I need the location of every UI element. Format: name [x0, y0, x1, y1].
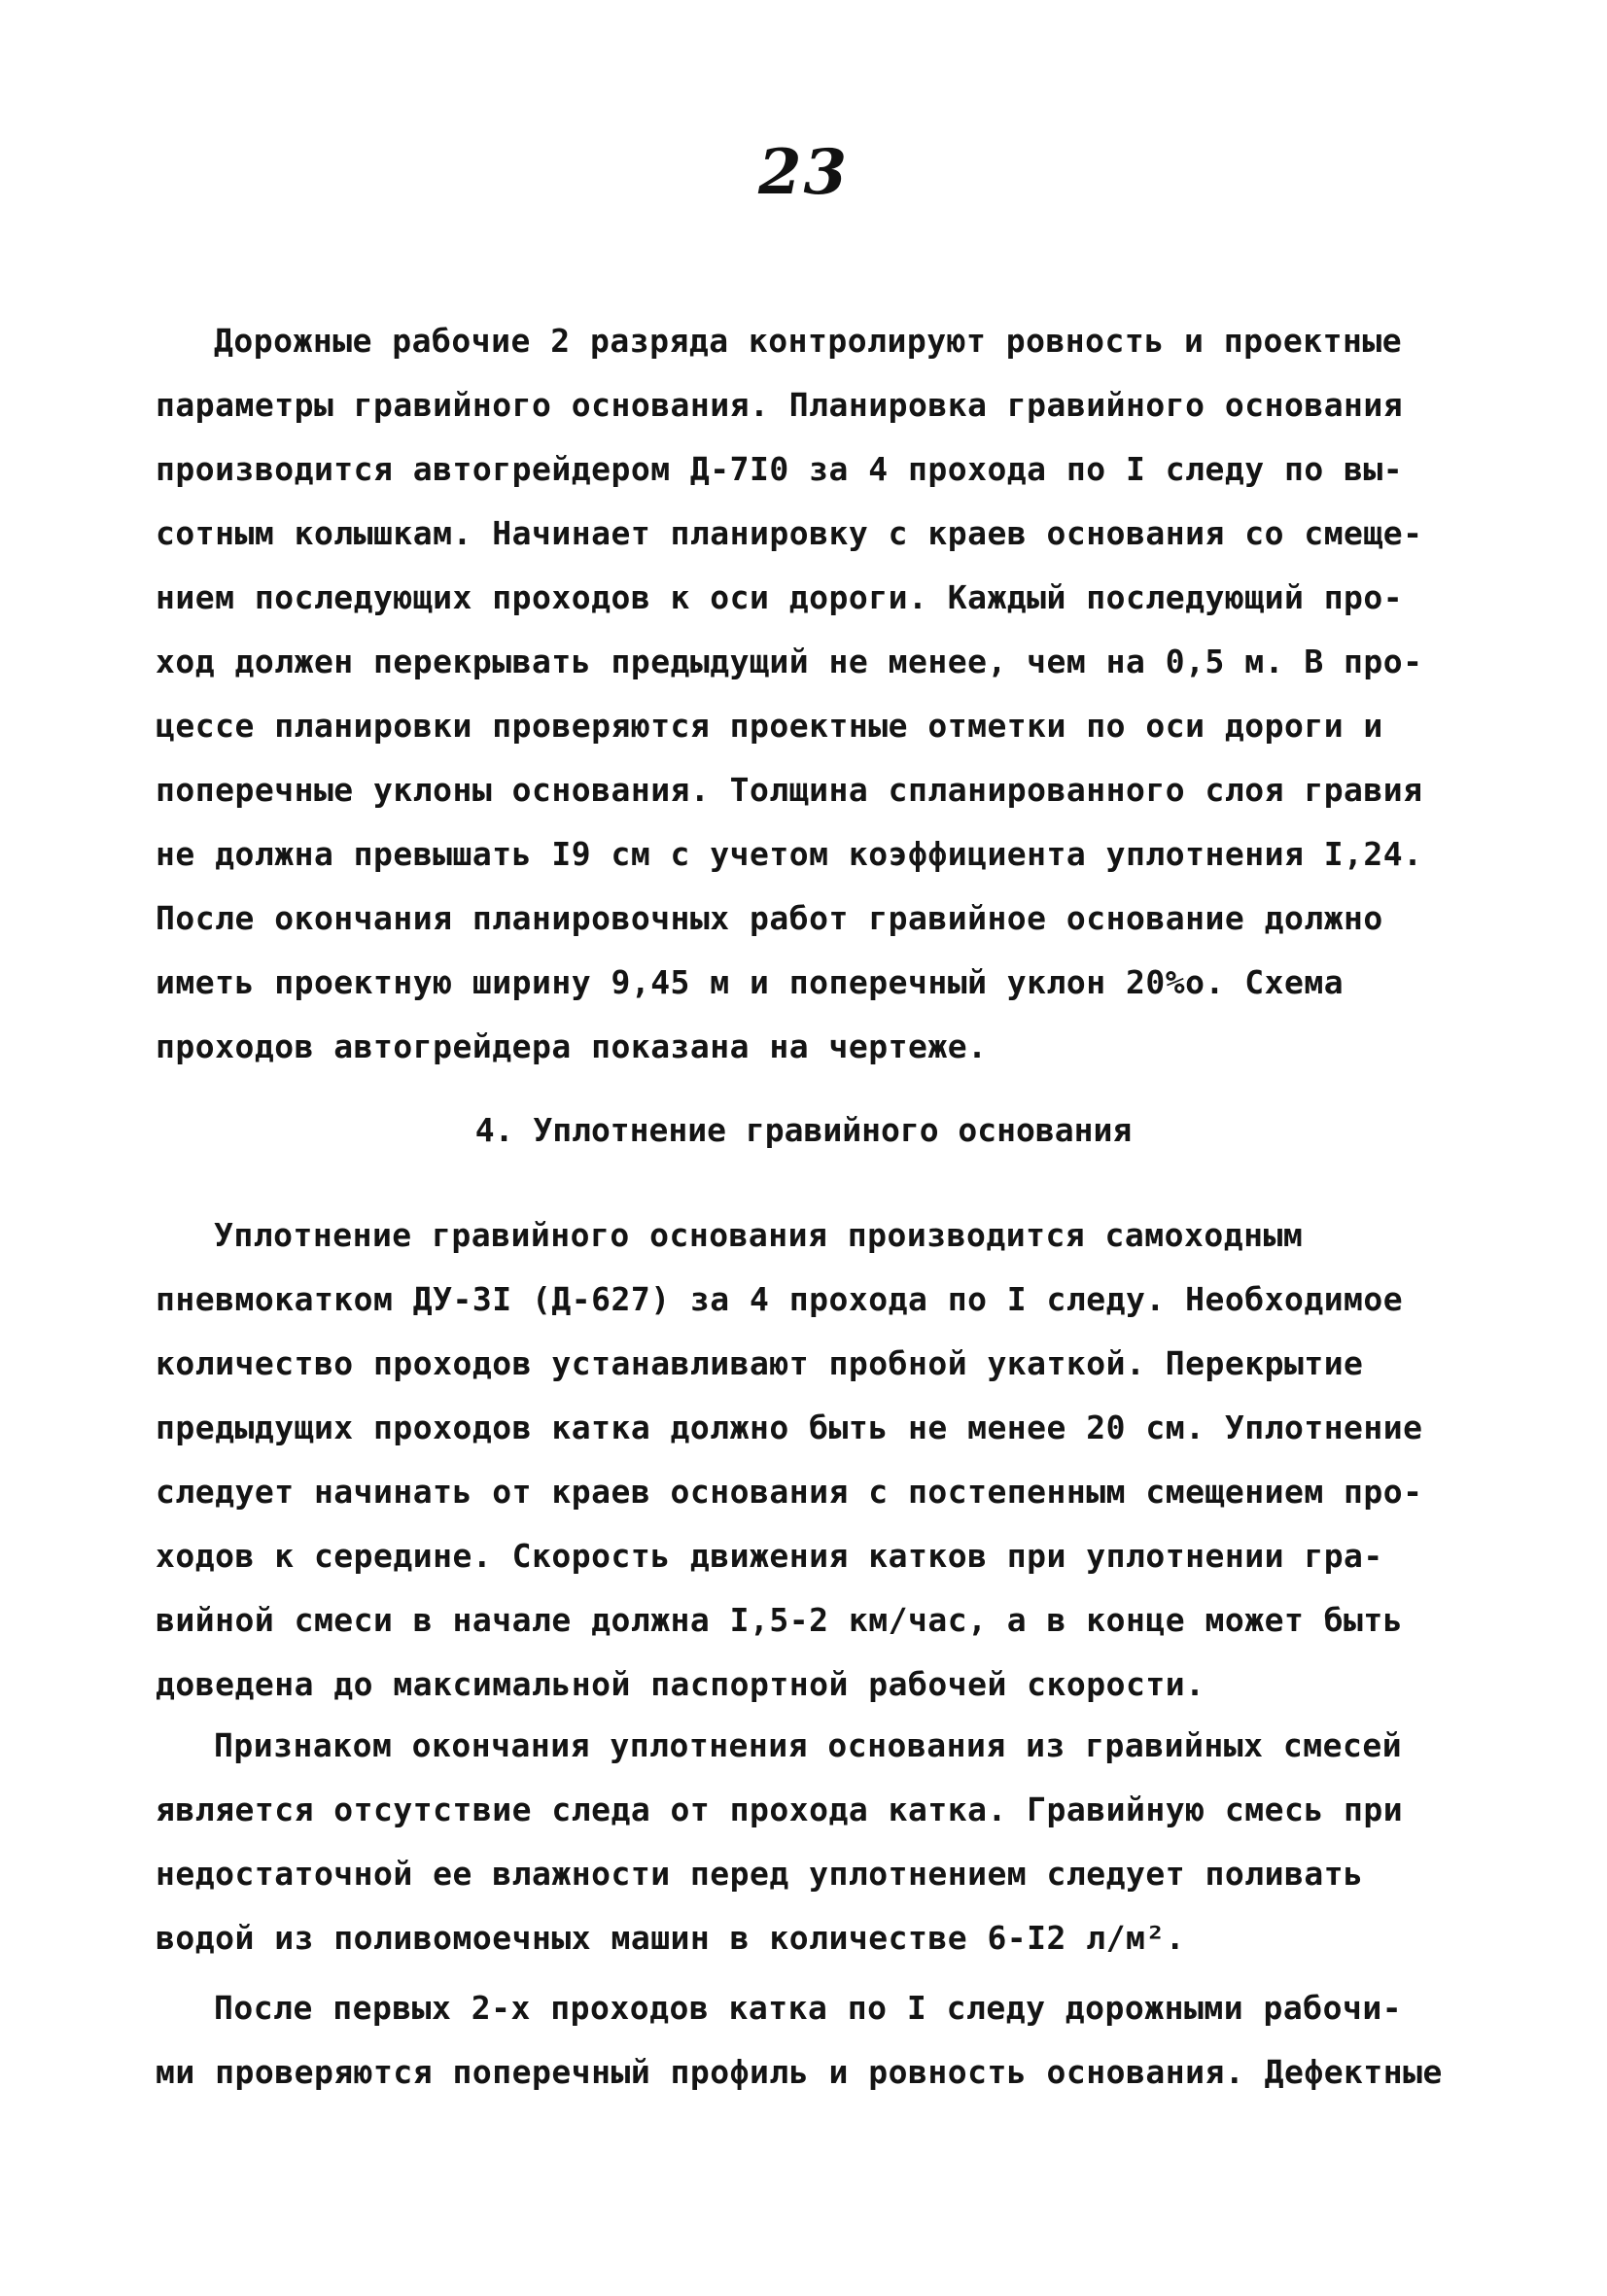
text-line: Уплотнение гравийного основания производится самоходным	[214, 1216, 1304, 1254]
text-line: производится автогрейдером Д-7I0 за 4 прохода по I следу по вы-	[156, 450, 1404, 488]
text-line: После первых 2-х проходов катка по I следу дорожными рабочи-	[214, 1989, 1403, 2027]
text-line: поперечные уклоны основания. Толщина спланированного слоя гравия	[156, 771, 1423, 809]
text-line: следует начинать от краев основания с постепенным смещением про-	[156, 1473, 1423, 1511]
text-line: проходов автогрейдера показана на чертеже.	[156, 1027, 988, 1065]
text-line: сотным колышкам. Начинает планировку с краев основания со смеще-	[156, 514, 1423, 552]
paragraph-completion	[156, 1714, 1458, 1970]
paragraph-grading	[156, 309, 1458, 1079]
page-number: 23	[757, 136, 850, 209]
section-heading: 4. Уплотнение гравийного основания	[474, 1111, 1133, 1149]
text-line: иметь проектную ширину 9,45 м и поперечный уклон 20%о. Схема	[156, 963, 1345, 1001]
paragraph-compaction	[156, 1203, 1458, 1717]
text-line: является отсутствие следа от прохода катка. Гравийную смесь при	[156, 1791, 1404, 1828]
text-line: вийной смеси в начале должна I,5-2 км/час, а в конце может быть	[156, 1601, 1404, 1639]
text-line: доведена до максимальной паспортной рабочей скорости.	[156, 1665, 1205, 1703]
text-line: количество проходов устанавливают пробной укаткой. Перекрытие	[156, 1344, 1364, 1382]
text-line: ми проверяются поперечный профиль и ровность основания. Дефектные	[156, 2053, 1443, 2091]
text-line: Признаком окончания уплотнения основания из гравийных смесей	[214, 1726, 1403, 1764]
text-line: недостаточной ее влажности перед уплотнением следует поливать	[156, 1855, 1364, 1893]
text-line: пневмокатком ДУ-3I (Д-627) за 4 прохода по I следу. Необходимое	[156, 1280, 1404, 1318]
text-line: Дорожные рабочие 2 разряда контролируют ровность и проектные	[214, 322, 1403, 360]
text-line: ходов к середине. Скорость движения катков при уплотнении гра-	[156, 1537, 1383, 1575]
paragraph-inspection	[156, 1976, 1458, 2105]
text-line: не должна превышать I9 см с учетом коэффициента уплотнения I,24.	[156, 835, 1423, 873]
text-line: водой из поливомоечных машин в количестве 6-I2 л/м².	[156, 1919, 1186, 1957]
text-line: ход должен перекрывать предыдущий не менее, чем на 0,5 м. В про-	[156, 643, 1423, 680]
text-line: параметры гравийного основания. Планировка гравийного основания	[156, 386, 1404, 424]
text-line: нием последующих проходов к оси дороги. Каждый последующий про-	[156, 578, 1404, 616]
text-line: цессе планировки проверяются проектные отметки по оси дороги и	[156, 707, 1383, 745]
text-line: После окончания планировочных работ гравийное основание должно	[156, 899, 1383, 937]
text-line: предыдущих проходов катка должно быть не менее 20 см. Уплотнение	[156, 1409, 1423, 1446]
